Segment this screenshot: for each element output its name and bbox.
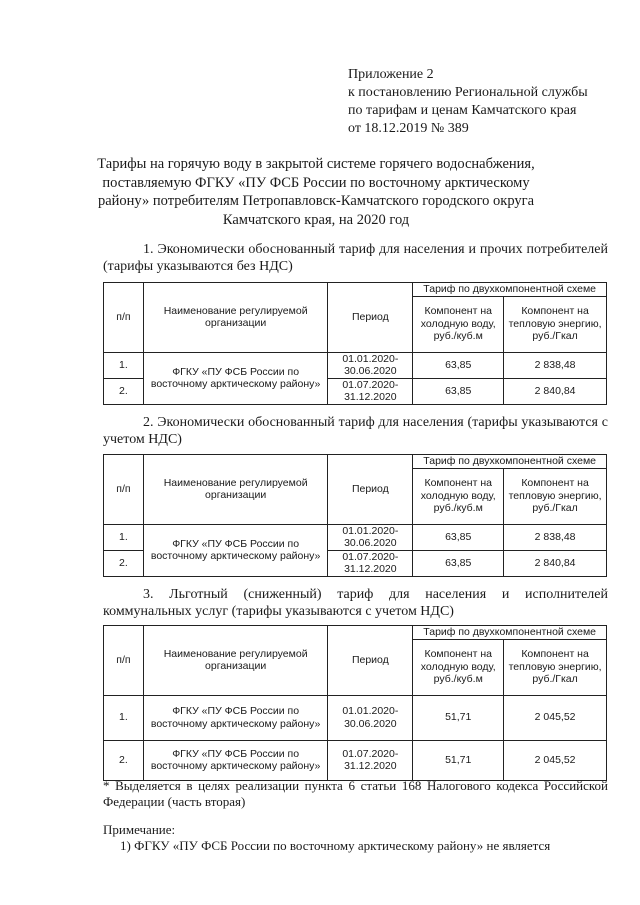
row-num: 2. (104, 740, 144, 780)
header-cold: Компонент на холодную воду, руб./куб.м (413, 296, 504, 352)
header-scheme: Тариф по двухкомпонентной схеме (413, 283, 607, 297)
row-num: 1. (104, 695, 144, 740)
row-period: 01.07.2020-31.12.2020 (328, 550, 413, 576)
header-num: п/п (104, 455, 144, 525)
row-period: 01.01.2020-30.06.2020 (328, 695, 413, 740)
section-heading (103, 241, 608, 275)
header-cold: Компонент на холодную воду, руб./куб.м (413, 468, 504, 524)
row-cold: 63,85 (413, 352, 504, 378)
remark-item: 1) ФГКУ «ПУ ФСБ России по восточному арктическому району» не является (120, 838, 551, 853)
header-scheme: Тариф по двухкомпонентной схеме (413, 455, 607, 469)
table-row (104, 524, 607, 550)
row-heat: 2 045,52 (504, 695, 607, 740)
row-heat: 2 840,84 (504, 550, 607, 576)
row-organization: ФГКУ «ПУ ФСБ России по восточному арктическому району» (143, 352, 328, 404)
remark-label: Примечание: (103, 822, 176, 837)
header-period: Период (328, 626, 413, 696)
appendix-block (348, 66, 588, 138)
section-heading-text: 2. Экономически обоснованный тариф для населения (тарифы указываются с учетом НДС) (103, 415, 608, 447)
appendix-line: от 18.12.2019 № 389 (348, 121, 469, 136)
header-org: Наименование регулируемой организации (143, 626, 328, 696)
header-heat: Компонент на тепловую энергию, руб./Гкал (504, 639, 607, 695)
table-row (104, 695, 607, 740)
row-heat: 2 838,48 (504, 524, 607, 550)
row-heat: 2 045,52 (504, 740, 607, 780)
header-scheme: Тариф по двухкомпонентной схеме (413, 626, 607, 640)
section-heading-text: 3. Льготный (сниженный) тариф для населения и исполнителей коммунальных услуг (тарифы указываются с учетом НДС) (103, 587, 608, 619)
tariff-table (103, 282, 607, 405)
header-heat: Компонент на тепловую энергию, руб./Гкал (504, 468, 607, 524)
header-period: Период (328, 455, 413, 525)
row-heat: 2 838,48 (504, 352, 607, 378)
row-organization: ФГКУ «ПУ ФСБ России по восточному арктическому району» (143, 740, 328, 780)
table-row (104, 740, 607, 780)
header-cold: Компонент на холодную воду, руб./куб.м (413, 639, 504, 695)
header-heat: Компонент на тепловую энергию, руб./Гкал (504, 296, 607, 352)
row-period: 01.01.2020-30.06.2020 (328, 352, 413, 378)
appendix-line: к постановлению Региональной службы (348, 85, 588, 100)
row-cold: 63,85 (413, 550, 504, 576)
row-cold: 51,71 (413, 740, 504, 780)
row-num: 2. (104, 378, 144, 404)
row-heat: 2 840,84 (504, 378, 607, 404)
document-title: Тарифы на горячую воду в закрытой системе горячего водоснабжения, поставляемую ФГКУ «ПУ ФСБ России по восточному арктическому району» потребителям Петропавловск-Камчатского городского округа Камчатского края, на 2020 год (97, 156, 535, 228)
header-org: Наименование регулируемой организации (143, 283, 328, 353)
header-org: Наименование регулируемой организации (143, 455, 328, 525)
section-heading (103, 586, 608, 620)
row-period: 01.01.2020-30.06.2020 (328, 524, 413, 550)
row-cold: 63,85 (413, 378, 504, 404)
row-cold: 51,71 (413, 695, 504, 740)
header-period: Период (328, 283, 413, 353)
footnote: * Выделяется в целях реализации пункта 6 статьи 168 Налогового кодекса Российской Федерации (часть вторая) (103, 778, 608, 809)
row-num: 1. (104, 524, 144, 550)
header-num: п/п (104, 626, 144, 696)
row-num: 2. (104, 550, 144, 576)
tariff-table (103, 625, 607, 781)
row-organization: ФГКУ «ПУ ФСБ России по восточному арктическому району» (143, 695, 328, 740)
row-period: 01.07.2020-31.12.2020 (328, 378, 413, 404)
row-cold: 63,85 (413, 524, 504, 550)
appendix-line: по тарифам и ценам Камчатского края (348, 103, 577, 118)
section-heading-text: 1. Экономически обоснованный тариф для населения и прочих потребителей (тарифы указываются без НДС) (103, 242, 608, 274)
row-num: 1. (104, 352, 144, 378)
table-row (104, 352, 607, 378)
tariff-table (103, 454, 607, 577)
appendix-line: Приложение 2 (348, 67, 434, 82)
row-period: 01.07.2020-31.12.2020 (328, 740, 413, 780)
section-heading (103, 414, 608, 448)
row-organization: ФГКУ «ПУ ФСБ России по восточному арктическому району» (143, 524, 328, 576)
header-num: п/п (104, 283, 144, 353)
